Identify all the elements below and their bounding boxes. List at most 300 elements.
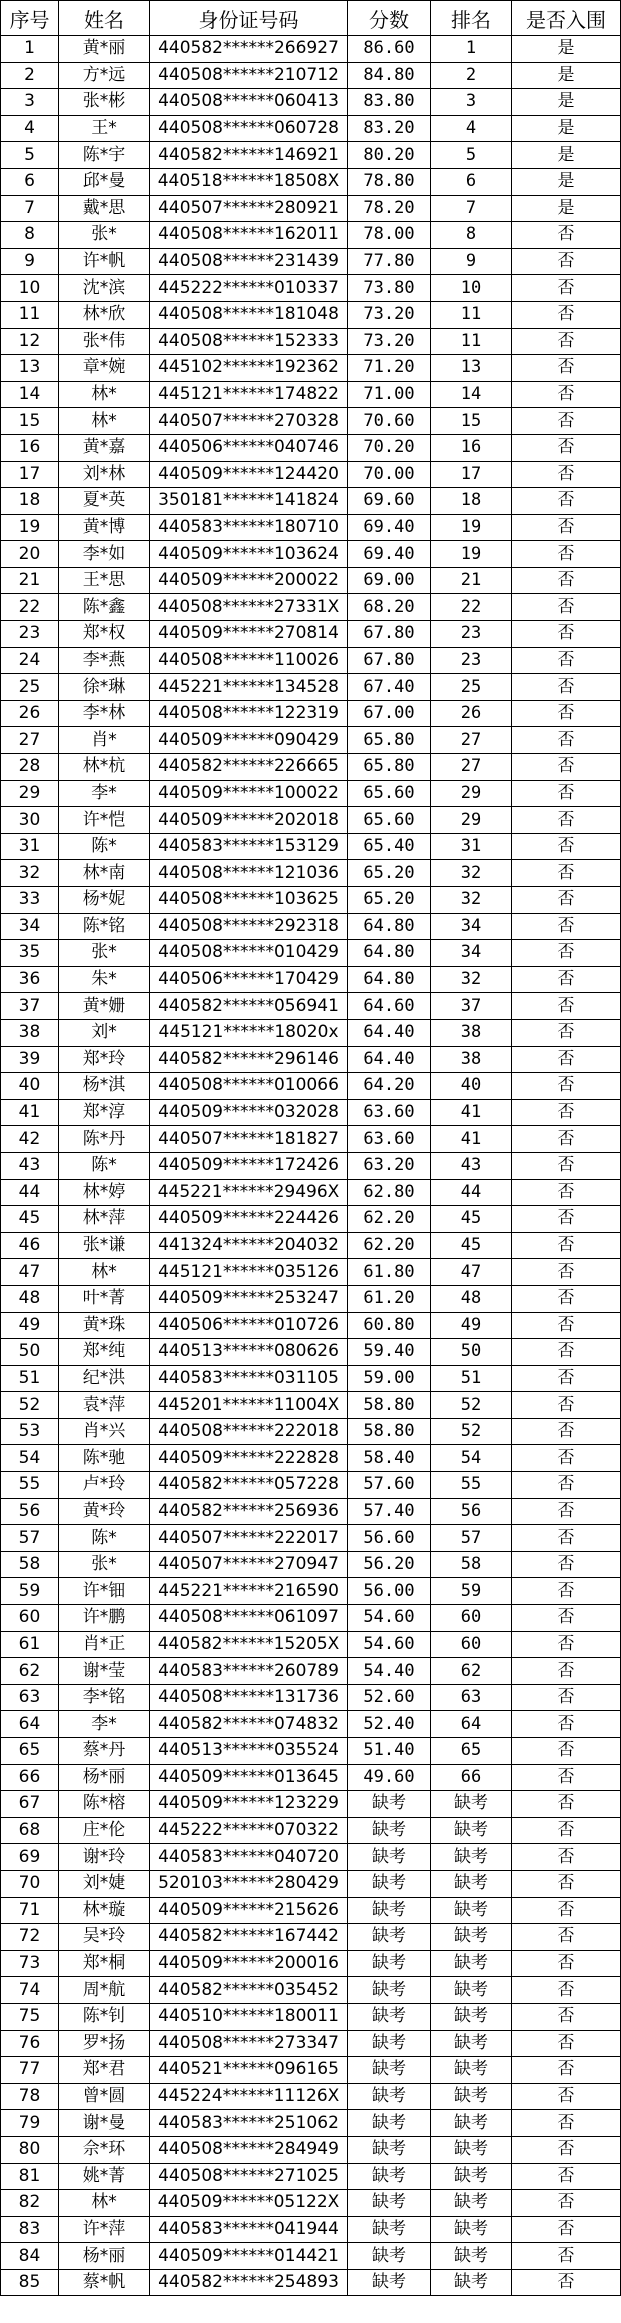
cell-id-number: 440521******096165 bbox=[150, 2057, 348, 2084]
cell-score: 缺考 bbox=[348, 1791, 431, 1818]
cell-score: 83.80 bbox=[348, 89, 431, 116]
cell-rank: 缺考 bbox=[431, 1897, 512, 1924]
cell-id-number: 445102******192362 bbox=[150, 355, 348, 382]
table-row bbox=[1, 1578, 621, 1605]
cell-shortlisted: 否 bbox=[512, 1817, 621, 1844]
cell-shortlisted: 否 bbox=[512, 2136, 621, 2163]
cell-rank: 47 bbox=[431, 1259, 512, 1286]
cell-seq: 1 bbox=[1, 36, 59, 63]
cell-seq: 26 bbox=[1, 700, 59, 727]
cell-id-number: 440508******061097 bbox=[150, 1605, 348, 1632]
cell-rank: 63 bbox=[431, 1684, 512, 1711]
cell-score: 58.40 bbox=[348, 1445, 431, 1472]
cell-id-number: 440583******251062 bbox=[150, 2110, 348, 2137]
cell-seq: 54 bbox=[1, 1445, 59, 1472]
cell-shortlisted: 否 bbox=[512, 1339, 621, 1366]
cell-id-number: 440582******15205X bbox=[150, 1631, 348, 1658]
cell-rank: 32 bbox=[431, 860, 512, 887]
cell-id-number: 440508******060413 bbox=[150, 89, 348, 116]
cell-name: 罗*扬 bbox=[59, 2030, 150, 2057]
cell-shortlisted: 否 bbox=[512, 674, 621, 701]
cell-rank: 29 bbox=[431, 780, 512, 807]
table-row bbox=[1, 833, 621, 860]
cell-rank: 51 bbox=[431, 1365, 512, 1392]
cell-rank: 27 bbox=[431, 727, 512, 754]
cell-score: 67.80 bbox=[348, 647, 431, 674]
cell-id-number: 440509******124420 bbox=[150, 461, 348, 488]
cell-name: 李*林 bbox=[59, 700, 150, 727]
cell-shortlisted: 否 bbox=[512, 1525, 621, 1552]
cell-name: 夏*英 bbox=[59, 488, 150, 515]
cell-name: 叶*菁 bbox=[59, 1285, 150, 1312]
cell-shortlisted: 是 bbox=[512, 142, 621, 169]
cell-name: 张*伟 bbox=[59, 328, 150, 355]
header-name: 姓名 bbox=[59, 1, 150, 36]
cell-score: 56.00 bbox=[348, 1578, 431, 1605]
cell-name: 谢*曼 bbox=[59, 2110, 150, 2137]
cell-shortlisted: 否 bbox=[512, 807, 621, 834]
cell-shortlisted: 否 bbox=[512, 2057, 621, 2084]
cell-rank: 9 bbox=[431, 248, 512, 275]
table-row bbox=[1, 1206, 621, 1233]
cell-score: 缺考 bbox=[348, 2110, 431, 2137]
table-row bbox=[1, 1259, 621, 1286]
table-row bbox=[1, 1950, 621, 1977]
cell-id-number: 440509******090429 bbox=[150, 727, 348, 754]
cell-name: 郑*桐 bbox=[59, 1950, 150, 1977]
cell-shortlisted: 否 bbox=[512, 2216, 621, 2243]
cell-score: 71.20 bbox=[348, 355, 431, 382]
cell-rank: 41 bbox=[431, 1099, 512, 1126]
cell-name: 郑*纯 bbox=[59, 1339, 150, 1366]
cell-shortlisted: 否 bbox=[512, 913, 621, 940]
cell-rank: 11 bbox=[431, 328, 512, 355]
cell-seq: 60 bbox=[1, 1605, 59, 1632]
cell-seq: 28 bbox=[1, 754, 59, 781]
cell-name: 肖*兴 bbox=[59, 1418, 150, 1445]
cell-shortlisted: 否 bbox=[512, 408, 621, 435]
cell-score: 69.40 bbox=[348, 541, 431, 568]
cell-name: 曾*圆 bbox=[59, 2083, 150, 2110]
cell-seq: 75 bbox=[1, 2003, 59, 2030]
cell-id-number: 440509******05122X bbox=[150, 2190, 348, 2217]
cell-id-number: 440509******224426 bbox=[150, 1206, 348, 1233]
cell-score: 65.80 bbox=[348, 727, 431, 754]
table-header bbox=[1, 1, 621, 36]
table-row bbox=[1, 993, 621, 1020]
cell-rank: 缺考 bbox=[431, 2110, 512, 2137]
cell-id-number: 440582******057228 bbox=[150, 1472, 348, 1499]
table-row bbox=[1, 1870, 621, 1897]
cell-shortlisted: 否 bbox=[512, 1179, 621, 1206]
table-row bbox=[1, 1817, 621, 1844]
cell-rank: 34 bbox=[431, 940, 512, 967]
cell-id-number: 440583******153129 bbox=[150, 833, 348, 860]
cell-name: 刘*婕 bbox=[59, 1870, 150, 1897]
cell-rank: 10 bbox=[431, 275, 512, 302]
cell-shortlisted: 否 bbox=[512, 1259, 621, 1286]
cell-id-number: 440509******103624 bbox=[150, 541, 348, 568]
cell-name: 许*钿 bbox=[59, 1578, 150, 1605]
cell-id-number: 440513******035524 bbox=[150, 1738, 348, 1765]
cell-score: 65.80 bbox=[348, 754, 431, 781]
cell-score: 67.40 bbox=[348, 674, 431, 701]
cell-shortlisted: 否 bbox=[512, 355, 621, 382]
cell-score: 52.40 bbox=[348, 1711, 431, 1738]
cell-rank: 缺考 bbox=[431, 2136, 512, 2163]
cell-name: 张* bbox=[59, 1551, 150, 1578]
cell-score: 缺考 bbox=[348, 2057, 431, 2084]
cell-id-number: 440507******280921 bbox=[150, 195, 348, 222]
cell-shortlisted: 否 bbox=[512, 1126, 621, 1153]
cell-shortlisted: 否 bbox=[512, 1631, 621, 1658]
cell-score: 61.80 bbox=[348, 1259, 431, 1286]
cell-rank: 3 bbox=[431, 89, 512, 116]
cell-seq: 36 bbox=[1, 966, 59, 993]
table-row bbox=[1, 2216, 621, 2243]
cell-id-number: 440508******292318 bbox=[150, 913, 348, 940]
cell-seq: 14 bbox=[1, 381, 59, 408]
cell-name: 佘*环 bbox=[59, 2136, 150, 2163]
cell-score: 缺考 bbox=[348, 2030, 431, 2057]
cell-shortlisted: 否 bbox=[512, 1764, 621, 1791]
cell-shortlisted: 否 bbox=[512, 940, 621, 967]
table-row bbox=[1, 1472, 621, 1499]
cell-seq: 79 bbox=[1, 2110, 59, 2137]
cell-name: 陈*铭 bbox=[59, 913, 150, 940]
cell-rank: 26 bbox=[431, 700, 512, 727]
cell-id-number: 445221******216590 bbox=[150, 1578, 348, 1605]
cell-score: 缺考 bbox=[348, 2269, 431, 2296]
cell-rank: 缺考 bbox=[431, 1870, 512, 1897]
cell-score: 73.20 bbox=[348, 301, 431, 328]
table-row bbox=[1, 807, 621, 834]
cell-rank: 缺考 bbox=[431, 2057, 512, 2084]
cell-name: 张*彬 bbox=[59, 89, 150, 116]
cell-id-number: 440518******18508X bbox=[150, 168, 348, 195]
cell-shortlisted: 否 bbox=[512, 1418, 621, 1445]
table-row bbox=[1, 62, 621, 89]
cell-rank: 7 bbox=[431, 195, 512, 222]
cell-rank: 60 bbox=[431, 1605, 512, 1632]
cell-name: 戴*思 bbox=[59, 195, 150, 222]
cell-score: 58.80 bbox=[348, 1392, 431, 1419]
cell-score: 62.20 bbox=[348, 1206, 431, 1233]
cell-id-number: 440507******270947 bbox=[150, 1551, 348, 1578]
cell-id-number: 440508******131736 bbox=[150, 1684, 348, 1711]
cell-shortlisted: 否 bbox=[512, 1285, 621, 1312]
cell-id-number: 440509******215626 bbox=[150, 1897, 348, 1924]
cell-score: 84.80 bbox=[348, 62, 431, 89]
cell-id-number: 440582******167442 bbox=[150, 1924, 348, 1951]
cell-score: 65.40 bbox=[348, 833, 431, 860]
cell-rank: 18 bbox=[431, 488, 512, 515]
table-row bbox=[1, 966, 621, 993]
cell-seq: 18 bbox=[1, 488, 59, 515]
cell-score: 78.80 bbox=[348, 168, 431, 195]
cell-rank: 56 bbox=[431, 1498, 512, 1525]
cell-id-number: 445121******035126 bbox=[150, 1259, 348, 1286]
cell-name: 郑*君 bbox=[59, 2057, 150, 2084]
table-row bbox=[1, 2269, 621, 2296]
cell-id-number: 440508******210712 bbox=[150, 62, 348, 89]
cell-shortlisted: 否 bbox=[512, 1870, 621, 1897]
cell-seq: 4 bbox=[1, 115, 59, 142]
cell-id-number: 445222******010337 bbox=[150, 275, 348, 302]
cell-name: 许*帆 bbox=[59, 248, 150, 275]
table-row bbox=[1, 222, 621, 249]
table-row bbox=[1, 860, 621, 887]
header-row bbox=[1, 1, 621, 36]
cell-rank: 54 bbox=[431, 1445, 512, 1472]
cell-shortlisted: 否 bbox=[512, 2110, 621, 2137]
cell-name: 沈*滨 bbox=[59, 275, 150, 302]
cell-name: 杨*妮 bbox=[59, 887, 150, 914]
table-row bbox=[1, 2163, 621, 2190]
cell-seq: 76 bbox=[1, 2030, 59, 2057]
cell-name: 林* bbox=[59, 408, 150, 435]
cell-name: 杨*淇 bbox=[59, 1073, 150, 1100]
cell-name: 方*远 bbox=[59, 62, 150, 89]
cell-name: 许*鹏 bbox=[59, 1605, 150, 1632]
cell-score: 缺考 bbox=[348, 1817, 431, 1844]
cell-score: 59.40 bbox=[348, 1339, 431, 1366]
cell-score: 73.80 bbox=[348, 275, 431, 302]
table-row bbox=[1, 488, 621, 515]
cell-seq: 80 bbox=[1, 2136, 59, 2163]
cell-rank: 29 bbox=[431, 807, 512, 834]
cell-shortlisted: 否 bbox=[512, 1658, 621, 1685]
cell-name: 纪*洪 bbox=[59, 1365, 150, 1392]
cell-score: 70.00 bbox=[348, 461, 431, 488]
cell-seq: 34 bbox=[1, 913, 59, 940]
cell-rank: 4 bbox=[431, 115, 512, 142]
cell-name: 陈*驰 bbox=[59, 1445, 150, 1472]
cell-shortlisted: 否 bbox=[512, 1365, 621, 1392]
cell-id-number: 440582******056941 bbox=[150, 993, 348, 1020]
cell-rank: 23 bbox=[431, 621, 512, 648]
cell-rank: 8 bbox=[431, 222, 512, 249]
table-row bbox=[1, 1605, 621, 1632]
cell-name: 陈* bbox=[59, 833, 150, 860]
cell-name: 肖* bbox=[59, 727, 150, 754]
cell-rank: 45 bbox=[431, 1232, 512, 1259]
cell-seq: 63 bbox=[1, 1684, 59, 1711]
cell-seq: 71 bbox=[1, 1897, 59, 1924]
cell-name: 黄*博 bbox=[59, 514, 150, 541]
cell-rank: 34 bbox=[431, 913, 512, 940]
cell-name: 张* bbox=[59, 222, 150, 249]
cell-seq: 9 bbox=[1, 248, 59, 275]
cell-shortlisted: 否 bbox=[512, 488, 621, 515]
cell-seq: 57 bbox=[1, 1525, 59, 1552]
cell-name: 陈* bbox=[59, 1152, 150, 1179]
cell-rank: 44 bbox=[431, 1179, 512, 1206]
cell-id-number: 440509******100022 bbox=[150, 780, 348, 807]
cell-seq: 25 bbox=[1, 674, 59, 701]
cell-rank: 58 bbox=[431, 1551, 512, 1578]
table-row bbox=[1, 2083, 621, 2110]
cell-id-number: 520103******280429 bbox=[150, 1870, 348, 1897]
cell-name: 吴*玲 bbox=[59, 1924, 150, 1951]
cell-name: 林* bbox=[59, 2190, 150, 2217]
cell-seq: 11 bbox=[1, 301, 59, 328]
cell-score: 缺考 bbox=[348, 1977, 431, 2004]
cell-shortlisted: 否 bbox=[512, 381, 621, 408]
cell-seq: 41 bbox=[1, 1099, 59, 1126]
cell-rank: 52 bbox=[431, 1418, 512, 1445]
cell-name: 袁*萍 bbox=[59, 1392, 150, 1419]
cell-score: 67.80 bbox=[348, 621, 431, 648]
cell-seq: 61 bbox=[1, 1631, 59, 1658]
cell-name: 章*婉 bbox=[59, 355, 150, 382]
cell-shortlisted: 否 bbox=[512, 1472, 621, 1499]
cell-shortlisted: 否 bbox=[512, 887, 621, 914]
cell-seq: 73 bbox=[1, 1950, 59, 1977]
cell-seq: 5 bbox=[1, 142, 59, 169]
cell-score: 83.20 bbox=[348, 115, 431, 142]
table-row bbox=[1, 1738, 621, 1765]
cell-score: 69.60 bbox=[348, 488, 431, 515]
cell-score: 80.20 bbox=[348, 142, 431, 169]
cell-shortlisted: 否 bbox=[512, 1578, 621, 1605]
cell-id-number: 445224******11126X bbox=[150, 2083, 348, 2110]
cell-name: 李*铭 bbox=[59, 1684, 150, 1711]
cell-name: 刘* bbox=[59, 1019, 150, 1046]
table-row bbox=[1, 1339, 621, 1366]
table-row bbox=[1, 1392, 621, 1419]
cell-shortlisted: 否 bbox=[512, 541, 621, 568]
table-row bbox=[1, 195, 621, 222]
cell-name: 郑*权 bbox=[59, 621, 150, 648]
cell-shortlisted: 是 bbox=[512, 36, 621, 63]
cell-id-number: 440508******27331X bbox=[150, 594, 348, 621]
cell-name: 庄*伦 bbox=[59, 1817, 150, 1844]
cell-shortlisted: 否 bbox=[512, 1950, 621, 1977]
cell-shortlisted: 是 bbox=[512, 195, 621, 222]
table-row bbox=[1, 913, 621, 940]
cell-name: 谢*玲 bbox=[59, 1844, 150, 1871]
cell-shortlisted: 否 bbox=[512, 275, 621, 302]
cell-shortlisted: 否 bbox=[512, 1897, 621, 1924]
table-row bbox=[1, 408, 621, 435]
cell-id-number: 440582******226665 bbox=[150, 754, 348, 781]
cell-rank: 缺考 bbox=[431, 2190, 512, 2217]
cell-id-number: 440508******122319 bbox=[150, 700, 348, 727]
cell-rank: 38 bbox=[431, 1046, 512, 1073]
cell-name: 陈*鑫 bbox=[59, 594, 150, 621]
cell-shortlisted: 否 bbox=[512, 434, 621, 461]
table-row bbox=[1, 700, 621, 727]
cell-seq: 47 bbox=[1, 1259, 59, 1286]
table-row bbox=[1, 1365, 621, 1392]
cell-rank: 64 bbox=[431, 1711, 512, 1738]
table-row bbox=[1, 36, 621, 63]
cell-score: 52.60 bbox=[348, 1684, 431, 1711]
cell-shortlisted: 是 bbox=[512, 89, 621, 116]
table-row bbox=[1, 2190, 621, 2217]
cell-score: 86.60 bbox=[348, 36, 431, 63]
cell-seq: 65 bbox=[1, 1738, 59, 1765]
cell-seq: 2 bbox=[1, 62, 59, 89]
cell-name: 黄*嘉 bbox=[59, 434, 150, 461]
cell-shortlisted: 否 bbox=[512, 1445, 621, 1472]
cell-seq: 39 bbox=[1, 1046, 59, 1073]
cell-id-number: 440507******181827 bbox=[150, 1126, 348, 1153]
cell-id-number: 445201******11004X bbox=[150, 1392, 348, 1419]
cell-id-number: 440582******146921 bbox=[150, 142, 348, 169]
cell-rank: 32 bbox=[431, 966, 512, 993]
cell-score: 58.80 bbox=[348, 1418, 431, 1445]
cell-id-number: 440508******060728 bbox=[150, 115, 348, 142]
cell-rank: 49 bbox=[431, 1312, 512, 1339]
header-seq: 序号 bbox=[1, 1, 59, 36]
table-row bbox=[1, 142, 621, 169]
table-row bbox=[1, 328, 621, 355]
cell-id-number: 440583******260789 bbox=[150, 1658, 348, 1685]
cell-score: 73.20 bbox=[348, 328, 431, 355]
cell-name: 黄*丽 bbox=[59, 36, 150, 63]
cell-seq: 78 bbox=[1, 2083, 59, 2110]
cell-rank: 31 bbox=[431, 833, 512, 860]
cell-score: 64.80 bbox=[348, 966, 431, 993]
cell-seq: 51 bbox=[1, 1365, 59, 1392]
cell-name: 郑*玲 bbox=[59, 1046, 150, 1073]
cell-seq: 48 bbox=[1, 1285, 59, 1312]
table-row bbox=[1, 594, 621, 621]
cell-seq: 49 bbox=[1, 1312, 59, 1339]
cell-score: 56.60 bbox=[348, 1525, 431, 1552]
cell-score: 64.20 bbox=[348, 1073, 431, 1100]
cell-shortlisted: 是 bbox=[512, 168, 621, 195]
cell-id-number: 440583******041944 bbox=[150, 2216, 348, 2243]
cell-rank: 19 bbox=[431, 541, 512, 568]
cell-seq: 62 bbox=[1, 1658, 59, 1685]
table-row bbox=[1, 1285, 621, 1312]
cell-shortlisted: 否 bbox=[512, 1738, 621, 1765]
cell-shortlisted: 否 bbox=[512, 1392, 621, 1419]
cell-shortlisted: 否 bbox=[512, 1977, 621, 2004]
cell-seq: 6 bbox=[1, 168, 59, 195]
cell-id-number: 440508******231439 bbox=[150, 248, 348, 275]
cell-seq: 33 bbox=[1, 887, 59, 914]
cell-seq: 12 bbox=[1, 328, 59, 355]
cell-seq: 84 bbox=[1, 2243, 59, 2270]
cell-score: 54.40 bbox=[348, 1658, 431, 1685]
cell-score: 57.40 bbox=[348, 1498, 431, 1525]
cell-name: 李*如 bbox=[59, 541, 150, 568]
table-row bbox=[1, 2057, 621, 2084]
cell-name: 黄*玲 bbox=[59, 1498, 150, 1525]
cell-score: 65.60 bbox=[348, 780, 431, 807]
cell-seq: 85 bbox=[1, 2269, 59, 2296]
cell-id-number: 440508******222018 bbox=[150, 1418, 348, 1445]
cell-shortlisted: 是 bbox=[512, 62, 621, 89]
cell-shortlisted: 否 bbox=[512, 594, 621, 621]
cell-id-number: 440508******162011 bbox=[150, 222, 348, 249]
cell-shortlisted: 否 bbox=[512, 222, 621, 249]
cell-score: 缺考 bbox=[348, 2083, 431, 2110]
cell-id-number: 440508******121036 bbox=[150, 860, 348, 887]
cell-shortlisted: 否 bbox=[512, 2190, 621, 2217]
table-row bbox=[1, 567, 621, 594]
cell-seq: 17 bbox=[1, 461, 59, 488]
cell-name: 林*欣 bbox=[59, 301, 150, 328]
cell-seq: 45 bbox=[1, 1206, 59, 1233]
cell-seq: 83 bbox=[1, 2216, 59, 2243]
cell-shortlisted: 否 bbox=[512, 2163, 621, 2190]
cell-id-number: 441324******204032 bbox=[150, 1232, 348, 1259]
